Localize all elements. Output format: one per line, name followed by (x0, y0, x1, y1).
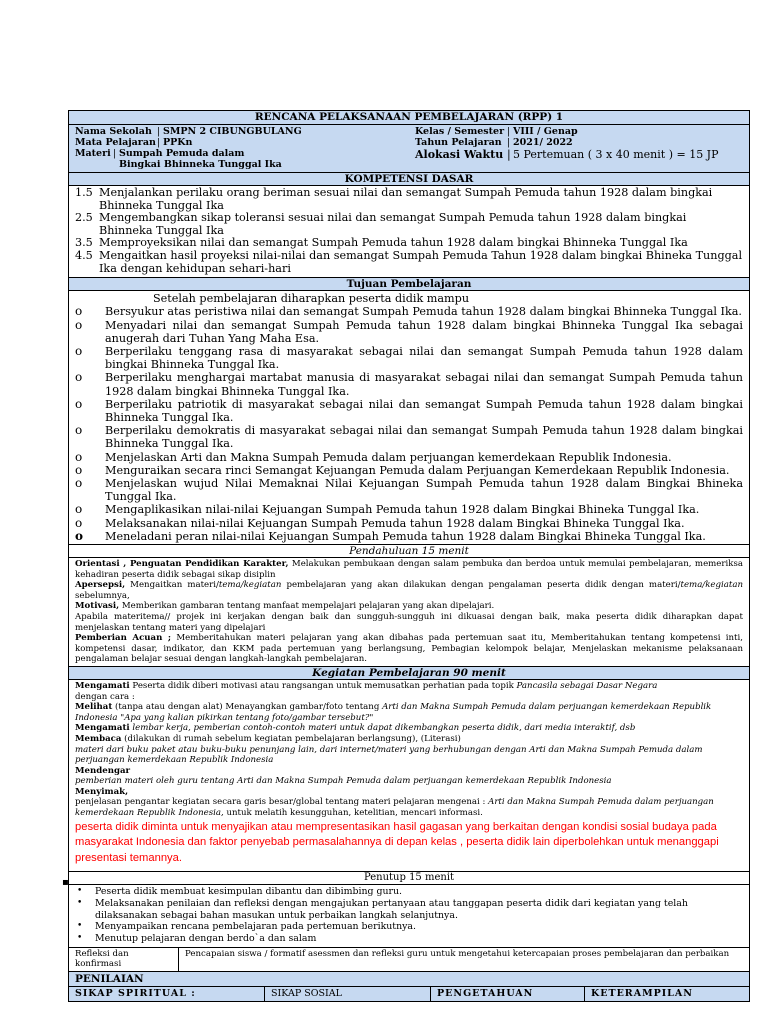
tujuan-text: Menjelaskan wujud Nilai Memaknai Nilai Kejuangan Sumpah Pemuda tahun 1928 dalam Bingkai Bhineka Tunggal Ika. (105, 477, 743, 504)
mengamati-topic: Pancasila sebagai Dasar Negara (516, 680, 658, 691)
circle-bullet-icon: o (75, 370, 83, 385)
circle-bullet-icon: o (75, 502, 83, 517)
kegiatan-melihat (75, 702, 743, 723)
tujuan-text: Menguraikan secara rinci Semangat Kejuangan Pemuda dalam Perjuangan Kemerdekaan Republik Indonesia. (105, 463, 730, 477)
penilaian-heading: PENILAIAN (69, 971, 749, 986)
acuan-text: Memberitahukan materi pelajaran yang akan dibahas pada pertemuan saat itu, Memberitahukan tentang kompetensi inti, kompetensi dasar, indikator, dan KKM pada pertemuan yang berlangsung, Pembagian kelompok belajar, Menjelaskan mekanisme pelaksanaan pengalaman belajar sesuai dengan langkah-langkah pembelajaran. (75, 633, 743, 665)
mengamati-label: Mengamati (75, 680, 130, 691)
list-item (75, 398, 743, 424)
list-item (75, 886, 743, 898)
list-item (75, 517, 743, 530)
tujuan-text: Berperilaku demokratis di masyarakat sebagai nilai dan semangat Sumpah Pemuda tahun 1928 dalam bingkai Bhinneka Tunggal Ika. (105, 424, 743, 451)
kegiatan-red-note: peserta didik diminta untuk menyajikan atau mempresentasikan hasil gagasan yang berkaitan dengan kondisi sosial budaya pada masyarakat Indonesia dan faktor penyebab permasalahannya di depan kelas , peserta didik lain diperbolehkan untuk menanggapi presentasi temannya. (75, 820, 719, 864)
menyimak-text: penjelasan pengantar kegiatan secara garis besar/global tentang materi pelajaran mengenai : (75, 797, 489, 808)
bullet-icon: • (77, 932, 83, 943)
apersepsi-label: Apersepsi, (75, 580, 126, 591)
kd-text: Memproyeksikan nilai dan semangat Sumpah Pemuda tahun 1928 dalam bingkai Bhinneka Tunggal Ika (99, 236, 688, 250)
list-item (75, 530, 743, 543)
penutup-text: Peserta didik membuat kesimpulan dibantu dan dibimbing guru. (95, 886, 403, 898)
circle-bullet-icon: o (75, 476, 83, 490)
info-sep: | (113, 148, 117, 159)
info-row-materi (75, 148, 409, 170)
info-sep: | (507, 126, 511, 137)
melihat-text: (tanpa atau dengan alat) Menayangkan gambar/foto tentang (112, 702, 383, 713)
kd-item (75, 187, 743, 212)
melihat-italic: Arti dan Makna Sumpah Pemuda dalam perjuangan kemerdekaan Republik Indonesia "Apa yang kalian pikirkan tentang foto/gambar tersebut?" (75, 702, 712, 723)
apersepsi-text: Mengaitkan materi/ (125, 580, 219, 591)
motivasi-text: Memberikan gambaran tentang manfaat mempelajari pelajaran yang akan dipelajari. (119, 601, 495, 612)
circle-bullet-icon: o (75, 396, 83, 411)
kd-text: Mengaitkan hasil proyeksi nilai-nilai dan semangat Sumpah Pemuda Tahun 1928 dalam bingkai Bhineka Tunggal Ika dengan kehidupan sehari-hari (99, 248, 743, 275)
list-item (75, 477, 743, 503)
mengamati-text: Peserta didik diberi motivasi atau rangsangan untuk memusatkan perhatian pada topik (129, 680, 517, 691)
identity-block (69, 125, 749, 172)
kd-number: 2.5 (75, 211, 93, 225)
tujuan-text: Berperilaku patriotik di masyarakat sebagai nilai dan semangat Sumpah Pemuda tahun 1928 dalam bingkai Bhinneka Tunggal Ika. (105, 397, 743, 424)
circle-bullet-icon: o (75, 449, 83, 464)
pendahuluan-apersepsi (75, 580, 743, 601)
mengamati2-label: Mengamati (75, 723, 130, 734)
tujuan-text: Berperilaku tenggang rasa di masyarakat sebagai nilai dan semangat Sumpah Pemuda tahun 1928 dalam bingkai Bhinneka Tunggal Ika. (105, 344, 743, 372)
orientasi-label: Orientasi , Penguatan Pendidikan Karakter, (75, 559, 289, 570)
tujuan-list (69, 291, 749, 544)
kegiatan-menyimak-detail (75, 797, 743, 818)
tujuan-text: Mengaplikasikan nilai-nilai Kejuangan Sumpah Pemuda tahun 1928 dalam Bingkai Bhineka Tunggal Ika. (105, 503, 700, 517)
list-item (75, 933, 743, 945)
list-item (75, 305, 743, 318)
apersepsi-text: sebelumnya, (75, 590, 130, 601)
tujuan-text: Melaksanakan nilai-nilai Kejuangan Sumpah Pemuda tahun 1928 dalam Bingkai Bhineka Tunggal Ika. (105, 516, 685, 530)
pendahuluan-acuan (75, 633, 743, 665)
info-row-kelas (415, 126, 749, 137)
motivasi-label: Motivasi, (75, 601, 120, 612)
kd-list (69, 186, 749, 277)
col-sikap-spiritual: SIKAP SPIRITUAL : (69, 987, 265, 1001)
orientasi-text: Melakukan pembukaan dengan salam pembuka dan berdoa untuk memulai pembelajaran, memeriksa kehadiran peserta didik sebagai sikap disiplin (75, 559, 743, 580)
info-value: Sumpah Pemuda dalam Bingkai Bhinneka Tunggal Ika (119, 148, 282, 170)
info-sep: | (157, 137, 161, 148)
tujuan-intro: Setelah pembelajaran diharapkan peserta didik mampu (153, 292, 470, 306)
kd-number: 1.5 (75, 186, 93, 199)
kegiatan-membaca (75, 734, 743, 745)
apersepsi-italic: tema/kegiatan (680, 580, 743, 591)
membaca-label: Membaca (75, 733, 122, 744)
info-label: Mata Pelajaran (75, 137, 156, 148)
circle-bullet-icon: o (75, 528, 84, 543)
identity-right (409, 125, 749, 172)
kd-item (75, 250, 743, 275)
penilaian-columns (69, 986, 749, 1001)
kegiatan-mendengar-detail (75, 776, 743, 787)
tujuan-text: Menyadari nilai dan semangat Sumpah Pemuda tahun 1928 dalam bingkai Bhinneka Tunggal Ika sebagai anugerah dari Tuhan Yang Maha Esa. (105, 318, 743, 345)
list-item (75, 451, 743, 464)
info-sep: | (507, 137, 511, 148)
kegiatan-membaca-detail (75, 745, 743, 766)
circle-bullet-icon: o (75, 462, 83, 477)
info-sep: | (157, 126, 161, 137)
penutup-text: Menutup pelajaran dengan berdo`a dan salam (95, 932, 317, 944)
document-title: RENCANA PELAKSANAAN PEMBELAJARAN (RPP) 1 (69, 111, 749, 125)
list-item (75, 371, 743, 397)
info-row-mapel (75, 137, 409, 148)
info-label: Alokasi Waktu (415, 148, 504, 161)
refleksi-text: Pencapaian siswa / formatif asessmen dan refleksi guru untuk mengetahui ketercapaian proses pembelajaran dan perbaikan (185, 948, 730, 959)
col-keterampilan: KETERAMPILAN (591, 987, 693, 999)
header-band (69, 111, 749, 173)
melihat-label: Melihat (75, 702, 113, 713)
circle-bullet-icon: o (75, 304, 83, 319)
info-row-tahun (415, 137, 749, 148)
info-value: SMPN 2 CIBUNGBULANG (163, 126, 302, 137)
list-item (75, 921, 743, 933)
tujuan-text: Menjelaskan Arti dan Makna Sumpah Pemuda dalam perjuangan kemerdekaan Republik Indonesia. (105, 450, 672, 464)
kd-text: Menjalankan perilaku orang beriman sesuai nilai dan semangat Sumpah Pemuda tahun 1928 dalam bingkai Bhinneka Tunggal Ika (99, 186, 713, 212)
tujuan-text: Bersyukur atas peristiwa nilai dan semangat Sumpah Pemuda tahun 1928 dalam bingkai Bhinneka Tunggal Ika. (105, 305, 742, 319)
membaca-text: (dilakukan di rumah sebelum kegiatan pembelajaran berlangsung), (Literasi) (121, 733, 461, 744)
outside-bullet-marker: ▪ (62, 877, 69, 888)
list-item (75, 503, 743, 516)
acuan-label: Pemberian Acuan ; (75, 633, 172, 644)
circle-bullet-icon: o (75, 343, 83, 358)
info-label: Tahun Pelajaran (415, 137, 502, 148)
info-value: 5 Pertemuan ( 3 x 40 menit ) = 15 JP (513, 148, 719, 161)
kegiatan-menyimak (75, 787, 743, 798)
info-label: Nama Sekolah (75, 126, 152, 137)
bullet-icon: • (77, 921, 83, 932)
col-sikap-sosial: SIKAP SOSIAL (265, 987, 431, 1001)
section-heading-pendahuluan (69, 544, 749, 558)
list-item (75, 898, 743, 921)
refleksi-label: Refleksi dan konfirmasi (69, 948, 179, 971)
kd-number: 3.5 (75, 236, 93, 250)
info-label: Kelas / Semester (415, 126, 505, 137)
list-item (75, 424, 743, 450)
penutup-text: Melaksanakan penilaian dan refleksi dengan mengajukan pertanyaan atau tanggapan peserta didik dari kegiatan yang telah dilaksanakan sebagai bahan masukan untuk perbaikan langkah selanjutnya. (95, 897, 688, 921)
menyimak-italic: Arti dan Makna Sumpah Pemuda dalam perjuangan kemerdekaan Republik Indonesia, (75, 797, 714, 819)
list-item (75, 319, 743, 345)
menyimak-text2: untuk melatih kesungguhan, ketelitian, mencari informasi. (223, 808, 483, 819)
section-heading-kegiatan (69, 666, 749, 680)
section-heading-kd: KOMPETENSI DASAR (69, 173, 749, 186)
kegiatan-body (69, 680, 749, 871)
kd-number: 4.5 (75, 248, 93, 262)
col-pengetahuan: PENGETAHUAN (431, 987, 585, 1001)
list-item (75, 464, 743, 477)
tujuan-text: Meneladani peran nilai-nilai Kejuangan Sumpah Pemuda tahun 1928 dalam Bingkai Bhineka Tunggal Ika. (105, 529, 706, 543)
kd-item (75, 212, 743, 237)
penutup-list (69, 885, 749, 947)
kegiatan-mendengar (75, 766, 743, 777)
info-label: Materi (75, 148, 111, 159)
mendengar-italic: pemberian materi oleh guru tentang Arti dan Makna Sumpah Pemuda dalam perjuangan kemerdekaan Republik Indonesia (75, 776, 612, 787)
bullet-icon: • (77, 897, 83, 908)
circle-bullet-icon: o (75, 317, 83, 332)
apersepsi-italic: tema/kegiatan (218, 580, 282, 591)
pendahuluan-title: Pendahuluan 15 menit (349, 545, 469, 558)
info-value: 2021/ 2022 (513, 137, 573, 148)
kd-text: Mengembangkan sikap toleransi sesuai nilai dan semangat Sumpah Pemuda tahun 1928 dalam bingkai Bhinneka Tunggal Ika (99, 211, 687, 237)
info-row-sekolah (75, 126, 409, 137)
rpp-document (68, 110, 750, 1002)
membaca-italic: materi dari buku paket atau buku-buku penunjang lain, dari internet/materi yang berhubungan dengan Arti dan Makna Sumpah Pemuda dalam perjuangan kemerdekaan Republik Indonesia (75, 744, 703, 766)
pendahuluan-motivasi (75, 601, 743, 612)
bullet-icon: • (77, 886, 83, 897)
info-sep: | (507, 148, 511, 161)
section-heading-penutup: Penutup 15 menit (69, 871, 749, 885)
tujuan-text: Berperilaku menghargai martabat manusia di masyarakat sebagai nilai dan semangat Sumpah Pemuda tahun 1928 dalam bingkai Bhinneka Tunggal Ika. (105, 371, 743, 398)
identity-left (69, 125, 409, 172)
kegiatan-dengan-cara: dengan cara : (75, 691, 135, 702)
pendahuluan-body (69, 558, 749, 666)
circle-bullet-icon: o (75, 423, 83, 438)
refleksi-row (69, 947, 749, 971)
menyimak-label: Menyimak, (75, 786, 129, 797)
kegiatan-mengamati (75, 681, 743, 692)
kegiatan-title: Kegiatan Pembelajaran 90 menit (312, 666, 506, 679)
pendahuluan-orientasi (75, 559, 743, 580)
info-row-alokasi (415, 148, 749, 161)
penutup-text: Menyampaikan rencana pembelajaran pada pertemuan berikutnya. (95, 921, 416, 933)
section-heading-tujuan: Tujuan Pembelajaran (69, 277, 749, 291)
pendahuluan-apabila: Apabila materitema// projek ini kerjakan dengan baik dan sungguh-sungguh ini dikuasai dengan baik, maka peserta didik diharapkan dapat menjelaskan tentang materi yang dipelajari (75, 611, 743, 633)
apersepsi-text: pembelajaran yang akan dilakukan dengan pengalaman peserta didik dengan materi/ (281, 580, 681, 591)
mengamati2-italic: lembar kerja, pemberian contoh-contoh materi untuk dapat dikembangkan peserta didik, dari media interaktif, dsb (129, 723, 636, 734)
circle-bullet-icon: o (75, 515, 83, 530)
list-item (75, 345, 743, 371)
kegiatan-mengamati2 (75, 723, 743, 734)
info-value: PPKn (163, 137, 193, 148)
info-value: VIII / Genap (513, 126, 578, 137)
mendengar-label: Mendengar (75, 765, 131, 776)
